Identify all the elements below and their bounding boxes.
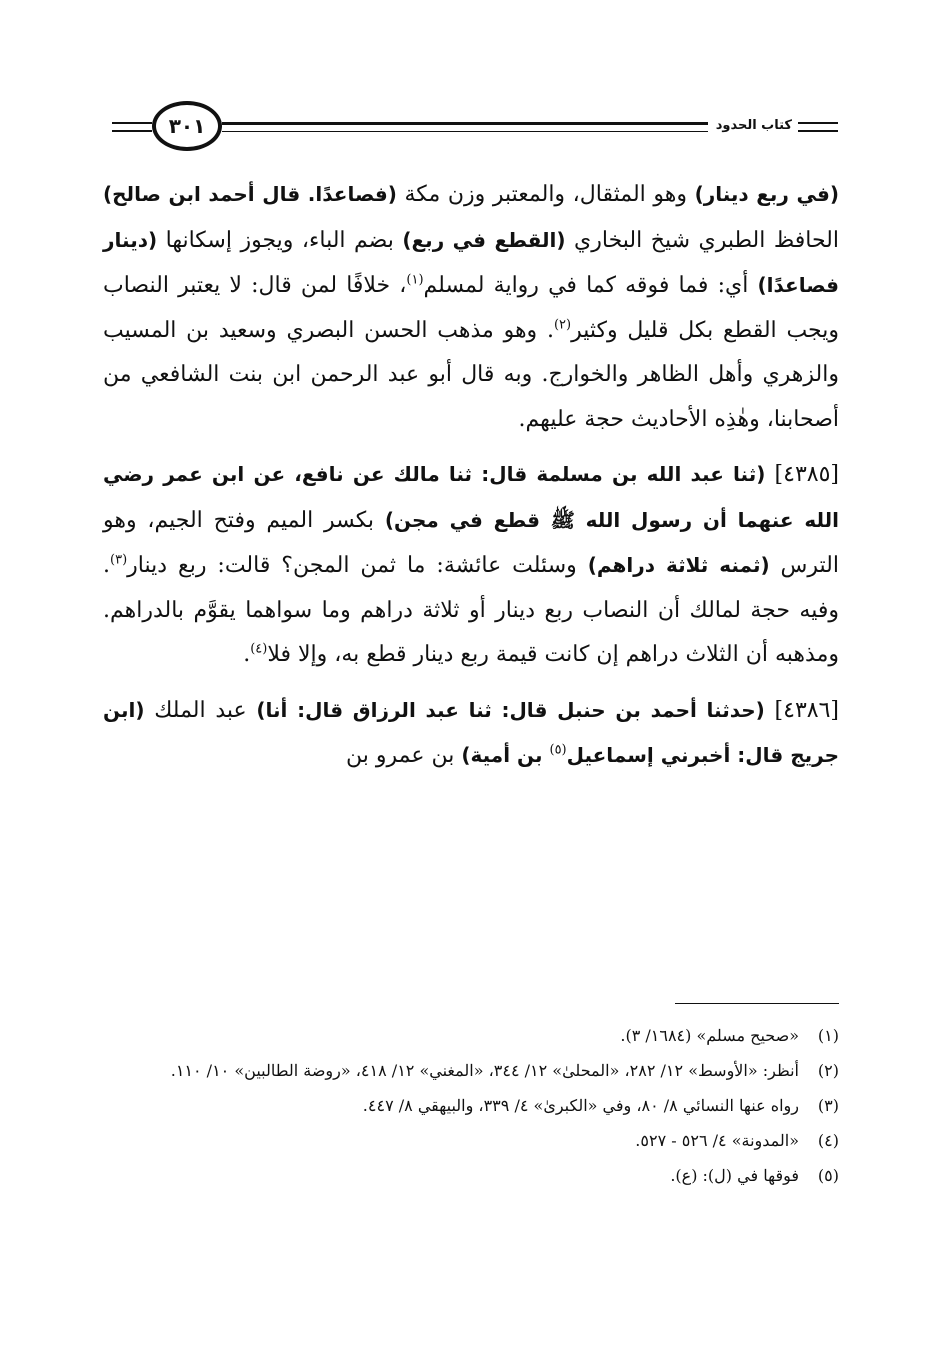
header-rule [222,122,708,132]
paragraph-3 [103,688,839,779]
commentary-text: وسئلت عائشة: ما ثمن المجن؟ قالت: ربع دينار [127,553,588,578]
commentary-text: بن عمرو بن [346,743,462,768]
commentary-text: أي: فما فوقه كما في رواية لمسلم [423,273,758,298]
footnote-text: «صحيح مسلم» (١٦٨٤/ ٣). [620,1026,799,1045]
footnote-ref-1[interactable]: (١) [406,272,424,288]
main-text [103,172,839,779]
header-rule-right [798,122,838,132]
matn-text: (ثنا عبد الله بن مسلمة قال: ثنا مالك عن نافع، عن ابن عمر رضي الله عنهما أن رسول الله ﷺ قطع في مجن) [103,462,839,532]
hadith-number: [٤٣٨٦] [764,697,839,723]
paragraph-1 [103,172,839,442]
footnote-item [103,1162,839,1190]
footnote-number: (٥) [817,1166,839,1185]
footnote-separator [675,1003,839,1004]
footnote-ref-4[interactable]: (٤) [250,641,268,657]
matn-text: بن أمية) [461,743,550,767]
footnote-text: أنظر: «الأوسط» ١٢/ ٢٨٢، «المحلىٰ» ١٢/ ٣٤٤، «المغني» ١٢/ ٤١٨، «روضة الطالبين» ١٠/ ١١٠. [170,1061,799,1080]
commentary-text: بكسر الميم وفتح الجيم، وهو الترس [103,507,840,578]
running-head-title: كتاب الحدود [715,118,792,133]
footnote-item [103,1057,839,1085]
page-header [112,104,838,164]
page-number: ٣٠١ [168,114,206,138]
hadith-number: [٤٣٨٥] [765,462,840,487]
matn-text: (حدثنا أحمد بن حنبل قال: ثنا عبد الرزاق قال: أنا) [256,697,765,722]
paragraph-2 [103,452,839,678]
footnote-item [103,1092,839,1120]
footnote-ref-5[interactable]: (٥) [549,742,567,758]
commentary-text: . وهو مذهب الحسن البصري وسعيد بن المسيب والزهري وأهل الظاهر والخوارج. وبه قال أبو عبد الرحمن ابن بنت الشافعي من أصحابنا، وهٰذِه الأحاديث حجة عليهم. [103,317,839,432]
page-number-badge [152,101,222,151]
footnote-number: (٤) [817,1131,839,1150]
matn-text: (ابن جريج قال: أخبرني إسماعيل [103,697,839,767]
matn-text: (دينار فصاعدًا) [103,227,840,297]
matn-text: (ثمنه ثلاثة دراهم) [587,553,770,577]
footnote-text: رواه عنها النسائي ٨/ ٨٠، وفي «الكبرىٰ» ٤/ ٣٣٩، والبيهقي ٨/ ٤٤٧. [362,1096,799,1115]
commentary-text: بضم الباء، ويجوز إسكانها [157,227,403,253]
commentary-text: الحافظ الطبري شيخ البخاري [565,227,839,253]
matn-text: (القطع في ربع) [402,227,566,252]
commentary-text: وهو المثقال، والمعتبر وزن مكة [396,182,695,207]
footnote-item [103,1127,839,1155]
footnote-item [103,1022,839,1050]
footnote-ref-2[interactable]: (٢) [553,317,572,333]
matn-text: (في ربع دينار) [694,182,839,206]
commentary-text: . وفيه حجة لمالك أن النصاب ربع دينار أو ثلاثة دراهم وما سواهما يقوَّم بالدراهم. ومذهبه أن الثلاث دراهم إن كانت قيمة ربع دينار قطع به، وإلا فلا [103,553,839,667]
footnote-number: (١) [817,1026,839,1045]
commentary-text: عبد الملك [144,697,257,723]
footnote-number: (٣) [817,1096,839,1115]
footnote-text: فوقها في (ل): (ع). [670,1166,799,1185]
footnote-text: «المدونة» ٤/ ٥٢٦ - ٥٢٧. [635,1131,799,1150]
footnote-ref-3[interactable]: (٣) [110,552,128,568]
footnotes [103,1022,839,1197]
matn-text: (فصاعدًا. قال أحمد ابن صالح) [103,182,397,206]
footnote-number: (٢) [817,1061,839,1080]
commentary-text: ، خلافًا لمن قال: لا يعتبر النصاب ويجب القطع بكل قليل وكثير [103,273,839,343]
commentary-text: . [243,642,251,667]
header-rule-left [112,122,152,132]
